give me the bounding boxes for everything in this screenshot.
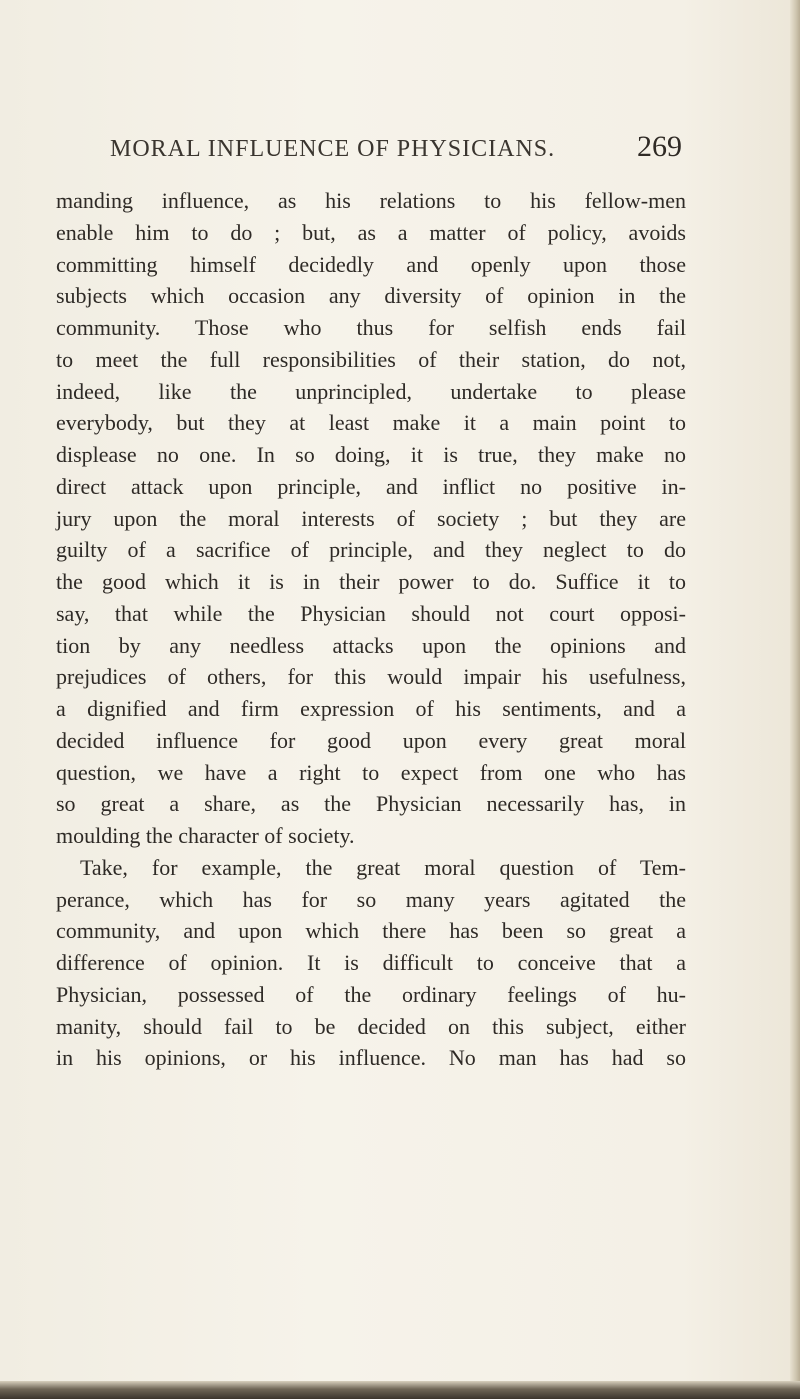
page-bottom-edge: [0, 1381, 800, 1399]
text-line: everybody, but they at least make it a main point to: [56, 410, 686, 436]
text-line: manity, should fail to be decided on this subject, either: [56, 1013, 686, 1039]
text-line: Physician, possessed of the ordinary feelings of hu-: [56, 981, 686, 1007]
text-line: indeed, like the unprincipled, undertake to please: [56, 378, 686, 404]
text-line: guilty of a sacrifice of principle, and they neglect to do: [56, 537, 686, 563]
running-head: MORAL INFLUENCE OF PHYSICIANS.: [110, 136, 556, 162]
text-line: tion by any needless attacks upon the opinions and: [56, 632, 686, 658]
text-line: subjects which occasion any diversity of opinion in the: [56, 283, 686, 309]
text-line: to meet the full responsibilities of their station, do not,: [56, 346, 686, 372]
text-line: perance, which has for so many years agitated the: [56, 886, 686, 912]
text-line: direct attack upon principle, and inflict no positive in-: [56, 473, 686, 499]
text-line: enable him to do ; but, as a matter of policy, avoids: [56, 219, 686, 245]
text-line: community. Those who thus for selfish ends fail: [56, 315, 686, 340]
text-line: decided influence for good upon every great moral: [56, 727, 686, 753]
text-line: say, that while the Physician should not court opposi-: [56, 600, 686, 626]
text-line: the good which it is in their power to do. Suffice it to: [56, 569, 686, 594]
text-line: moulding the character of society.: [56, 823, 355, 848]
text-line: committing himself decidedly and openly upon those: [56, 251, 686, 277]
text-line: difference of opinion. It is difficult to conceive that a: [56, 950, 686, 975]
page-number: 269: [637, 130, 682, 163]
text-line: manding influence, as his relations to his fellow-men: [56, 188, 686, 213]
text-line: jury upon the moral interests of society ; but they are: [56, 505, 686, 531]
body-text: [56, 185, 686, 1074]
text-line: so great a share, as the Physician necessarily has, in: [56, 791, 686, 817]
text-line: community, and upon which there has been so great a: [56, 918, 686, 944]
text-line: displease no one. In so doing, it is true, they make no: [56, 442, 686, 467]
text-line: question, we have a right to expect from one who has: [56, 759, 686, 785]
text-line: prejudices of others, for this would impair his usefulness,: [56, 664, 686, 690]
text-line: Take, for example, the great moral question of Tem-: [80, 854, 686, 880]
text-line: in his opinions, or his influence. No man has had so: [56, 1045, 686, 1071]
text-line: a dignified and firm expression of his sentiments, and a: [56, 696, 686, 721]
page-header: [110, 130, 682, 166]
page-right-edge: [790, 0, 800, 1399]
